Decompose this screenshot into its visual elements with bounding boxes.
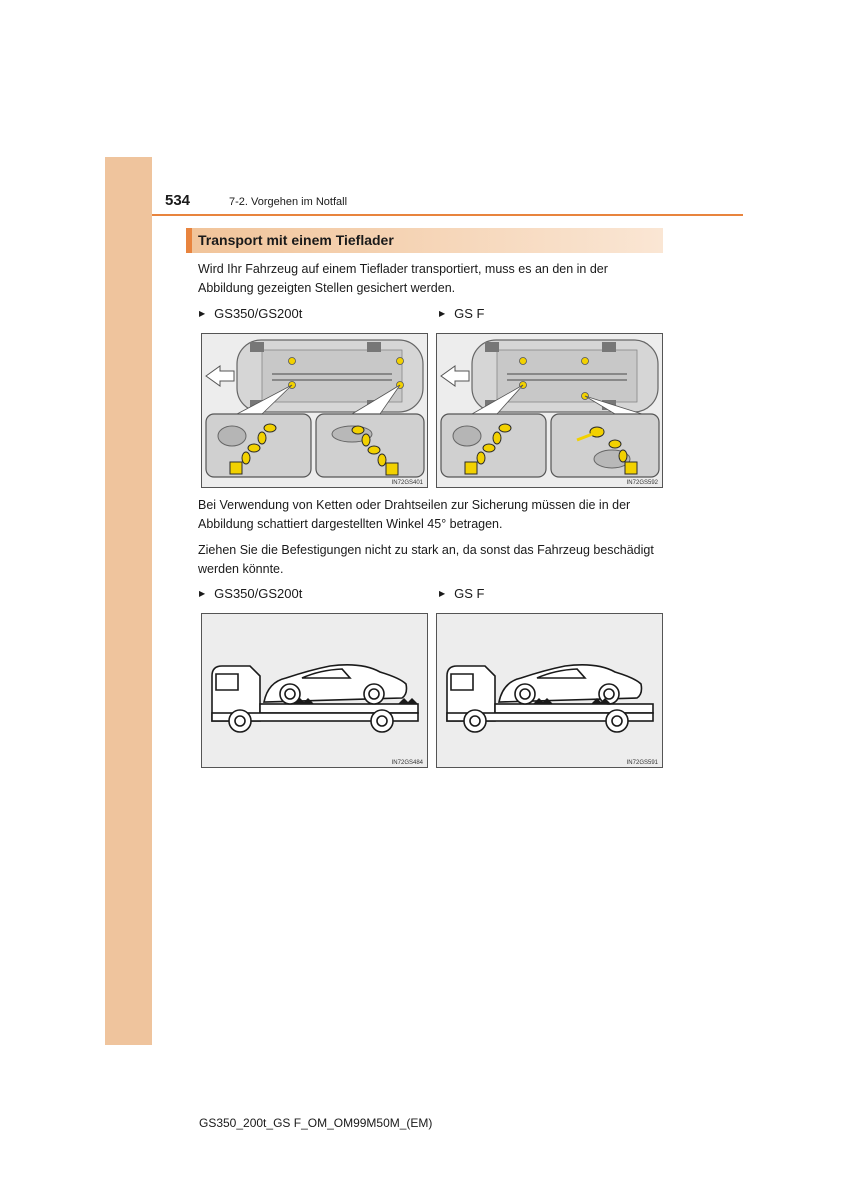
intro-paragraph: Wird Ihr Fahrzeug auf einem Tieflader transportiert, muss es an den in der Abbildung gezeigten Stellen gesichert werden. [198, 262, 608, 295]
section-heading [186, 228, 663, 253]
bullet-triangle-icon: ▶ [199, 589, 206, 598]
tiedown-figure-gsf [436, 333, 663, 488]
figure-code: IN72GS592 [626, 480, 658, 486]
bullet-triangle-icon: ▶ [439, 309, 446, 318]
model-label-gs350-top: ▶ GS350/GS200t [199, 306, 303, 321]
tiedown-figure-gs350 [201, 333, 428, 488]
bullet-triangle-icon: ▶ [199, 309, 206, 318]
section-heading-text: Transport mit einem Tieflader [198, 232, 394, 248]
figure-code: IN72GS591 [626, 760, 658, 766]
header-divider [152, 214, 743, 216]
angle-paragraph: Bei Verwendung von Ketten oder Drahtseilen zur Sicherung müssen die in der Abbildung schattiert dargestellten Winkel 45° betragen. [198, 498, 631, 531]
underbody-illustration [202, 334, 428, 488]
section-breadcrumb: 7-2. Vorgehen im Notfall [229, 196, 348, 208]
document-code-footer: GS350_200t_GS F_OM_OM99M50M_(EM) [199, 1116, 433, 1130]
model-label-gs350-bottom: ▶ GS350/GS200t [199, 586, 303, 601]
model-label-gsf-top: ▶ GS F [439, 306, 485, 321]
page-number: 534 [165, 192, 191, 209]
flatbed-truck-illustration [202, 614, 428, 768]
flatbed-figure-gs350 [201, 613, 428, 768]
model-label-gsf-bottom: ▶ GS F [439, 586, 485, 601]
bullet-triangle-icon: ▶ [439, 589, 446, 598]
front-arrow-icon [441, 366, 469, 386]
front-arrow-icon [206, 366, 234, 386]
figure-code: IN72GS401 [391, 480, 423, 486]
flatbed-truck-illustration [437, 614, 663, 768]
flatbed-figure-gsf [436, 613, 663, 768]
underbody-illustration [437, 334, 663, 488]
tension-paragraph: Ziehen Sie die Befestigungen nicht zu stark an, da sonst das Fahrzeug beschädigt werden könnte. [198, 543, 654, 576]
figure-code: IN72GS484 [391, 760, 423, 766]
chapter-side-tab [105, 157, 152, 1045]
